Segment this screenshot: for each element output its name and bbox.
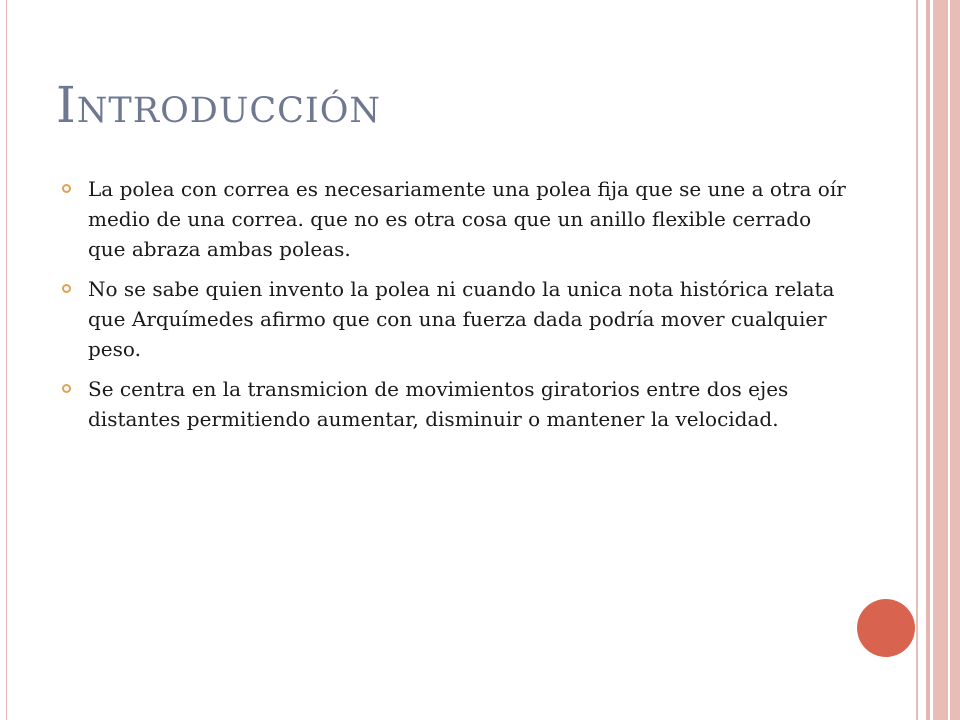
ring-bullet-icon xyxy=(62,284,71,293)
stripe xyxy=(950,0,960,720)
right-decorative-stripes xyxy=(916,0,960,720)
decorative-circle xyxy=(857,599,915,657)
bullet-text: Se centra en la transmicion de movimientos giratorios entre dos ejes distantes permitiendo aumentar, disminuir o mantener la velocidad. xyxy=(88,377,789,431)
bullet-text: No se sabe quien invento la polea ni cuando la unica nota histórica relata que Arquímedes afirmo que con una fuerza dada podría mover cualquier peso. xyxy=(88,277,835,361)
stripe-gap xyxy=(918,0,926,720)
bullet-item xyxy=(62,374,852,434)
bullet-item xyxy=(62,274,852,364)
slide-title: Introducción xyxy=(56,76,382,134)
stripe xyxy=(933,0,948,720)
bullet-list xyxy=(62,174,852,444)
bullet-item xyxy=(62,174,852,264)
left-border-line xyxy=(6,0,7,720)
ring-bullet-icon xyxy=(62,384,71,393)
ring-bullet-icon xyxy=(62,184,71,193)
bullet-text: La polea con correa es necesariamente una polea fija que se une a otra oír medio de una correa. que no es otra cosa que un anillo flexible cerrado que abraza ambas poleas. xyxy=(88,177,846,261)
